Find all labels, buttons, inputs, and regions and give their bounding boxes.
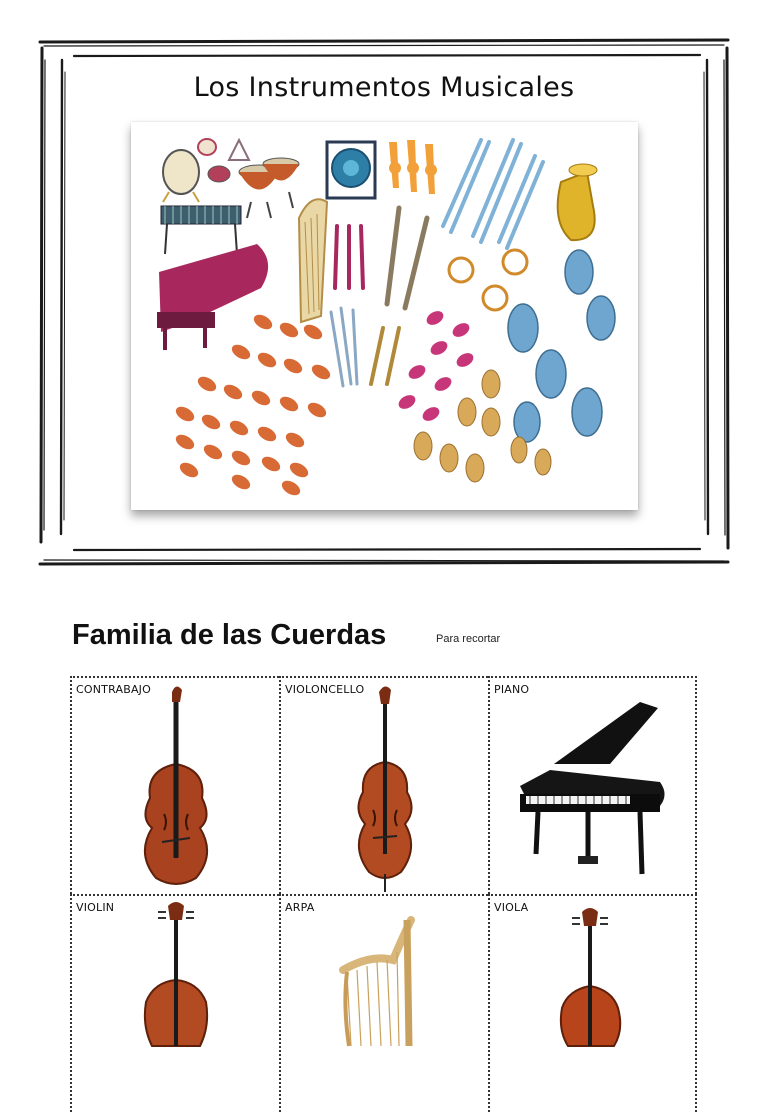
piccolos-icon xyxy=(371,328,399,384)
flutes-icon xyxy=(331,308,357,386)
double-bass-icon xyxy=(72,678,281,896)
section-title: Familia de las Cuerdas xyxy=(72,619,387,651)
card-label: VIOLONCELLO xyxy=(285,683,365,696)
snare-drum-icon xyxy=(198,139,230,182)
card-violin xyxy=(70,894,279,1112)
tuba-icon xyxy=(558,164,597,240)
cutout-note: Para recortar xyxy=(436,633,501,645)
card-label: PIANO xyxy=(494,683,530,696)
orchestra-poster xyxy=(131,122,638,510)
xylophone-icon xyxy=(161,206,241,254)
trombones-icon xyxy=(443,140,543,248)
harp-icon xyxy=(281,896,490,1114)
cello-icon xyxy=(281,678,490,896)
orchestra-illustration xyxy=(131,122,638,510)
violin-icon xyxy=(72,896,281,1114)
timpani-icon xyxy=(239,158,299,218)
cover-title: Los Instrumentos Musicales xyxy=(193,72,575,103)
cutout-grid xyxy=(70,676,697,1024)
french-horns-icon xyxy=(449,250,527,310)
violins-icon xyxy=(173,312,332,498)
viola-icon xyxy=(490,896,699,1114)
card-label: VIOLIN xyxy=(76,901,115,914)
clarinets-icon xyxy=(335,226,363,288)
card-piano xyxy=(488,676,697,894)
bassoons-icon xyxy=(387,208,427,308)
trumpets-icon xyxy=(389,140,437,194)
card-violoncello xyxy=(279,676,488,894)
triangle-icon xyxy=(229,140,249,160)
card-contrabajo xyxy=(70,676,279,894)
bass-drum-icon xyxy=(163,150,199,202)
grand-piano-icon xyxy=(157,244,268,350)
card-label: ARPA xyxy=(285,901,315,914)
card-label: VIOLA xyxy=(494,901,529,914)
card-label: CONTRABAJO xyxy=(76,683,151,696)
card-arpa xyxy=(279,894,488,1112)
double-basses-icon xyxy=(508,250,615,442)
gong-icon xyxy=(327,142,375,198)
harp-icon xyxy=(299,199,327,322)
grand-piano-icon xyxy=(490,678,699,896)
card-viola xyxy=(488,894,697,1112)
